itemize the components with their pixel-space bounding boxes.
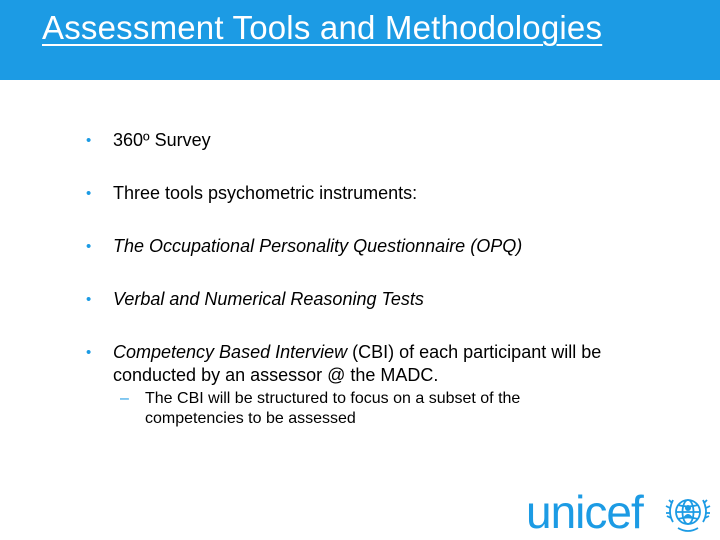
bullet-text bbox=[113, 341, 676, 387]
unicef-logo bbox=[526, 488, 716, 538]
sub-bullet-text: The CBI will be structured to focus on a subset of the competencies to be assessed bbox=[145, 390, 521, 427]
bullet-italic-text: Competency Based Interview bbox=[113, 342, 348, 362]
title-bar bbox=[0, 0, 720, 80]
bullet-dot-icon: • bbox=[86, 291, 92, 308]
bullet-dot-icon: • bbox=[86, 238, 92, 255]
bullet-item bbox=[86, 341, 676, 387]
sub-bullet-item bbox=[120, 389, 590, 429]
bullet-text: Verbal and Numerical Reasoning Tests bbox=[113, 289, 424, 309]
bullet-item bbox=[86, 129, 676, 152]
bullet-dot-icon: • bbox=[86, 344, 92, 361]
bullet-item bbox=[86, 235, 676, 258]
sub-bullet-dash-icon: – bbox=[120, 390, 129, 407]
bullet-text: 360º Survey bbox=[113, 130, 211, 150]
slide-title: Assessment Tools and Methodologies bbox=[42, 9, 603, 46]
bullet-dot-icon: • bbox=[86, 132, 92, 149]
logo-wordmark: unicef bbox=[526, 486, 643, 538]
unicef-emblem-icon bbox=[664, 488, 712, 536]
bullet-plain-text: (CBI) of each participant will be conducted by an assessor @ the MADC. bbox=[113, 342, 602, 385]
bullet-text: Three tools psychometric instruments: bbox=[113, 183, 418, 203]
bullet-item bbox=[86, 182, 676, 205]
bullet-item bbox=[86, 288, 676, 311]
bullet-dot-icon: • bbox=[86, 185, 92, 202]
bullet-text: The Occupational Personality Questionnaire (OPQ) bbox=[113, 236, 523, 256]
